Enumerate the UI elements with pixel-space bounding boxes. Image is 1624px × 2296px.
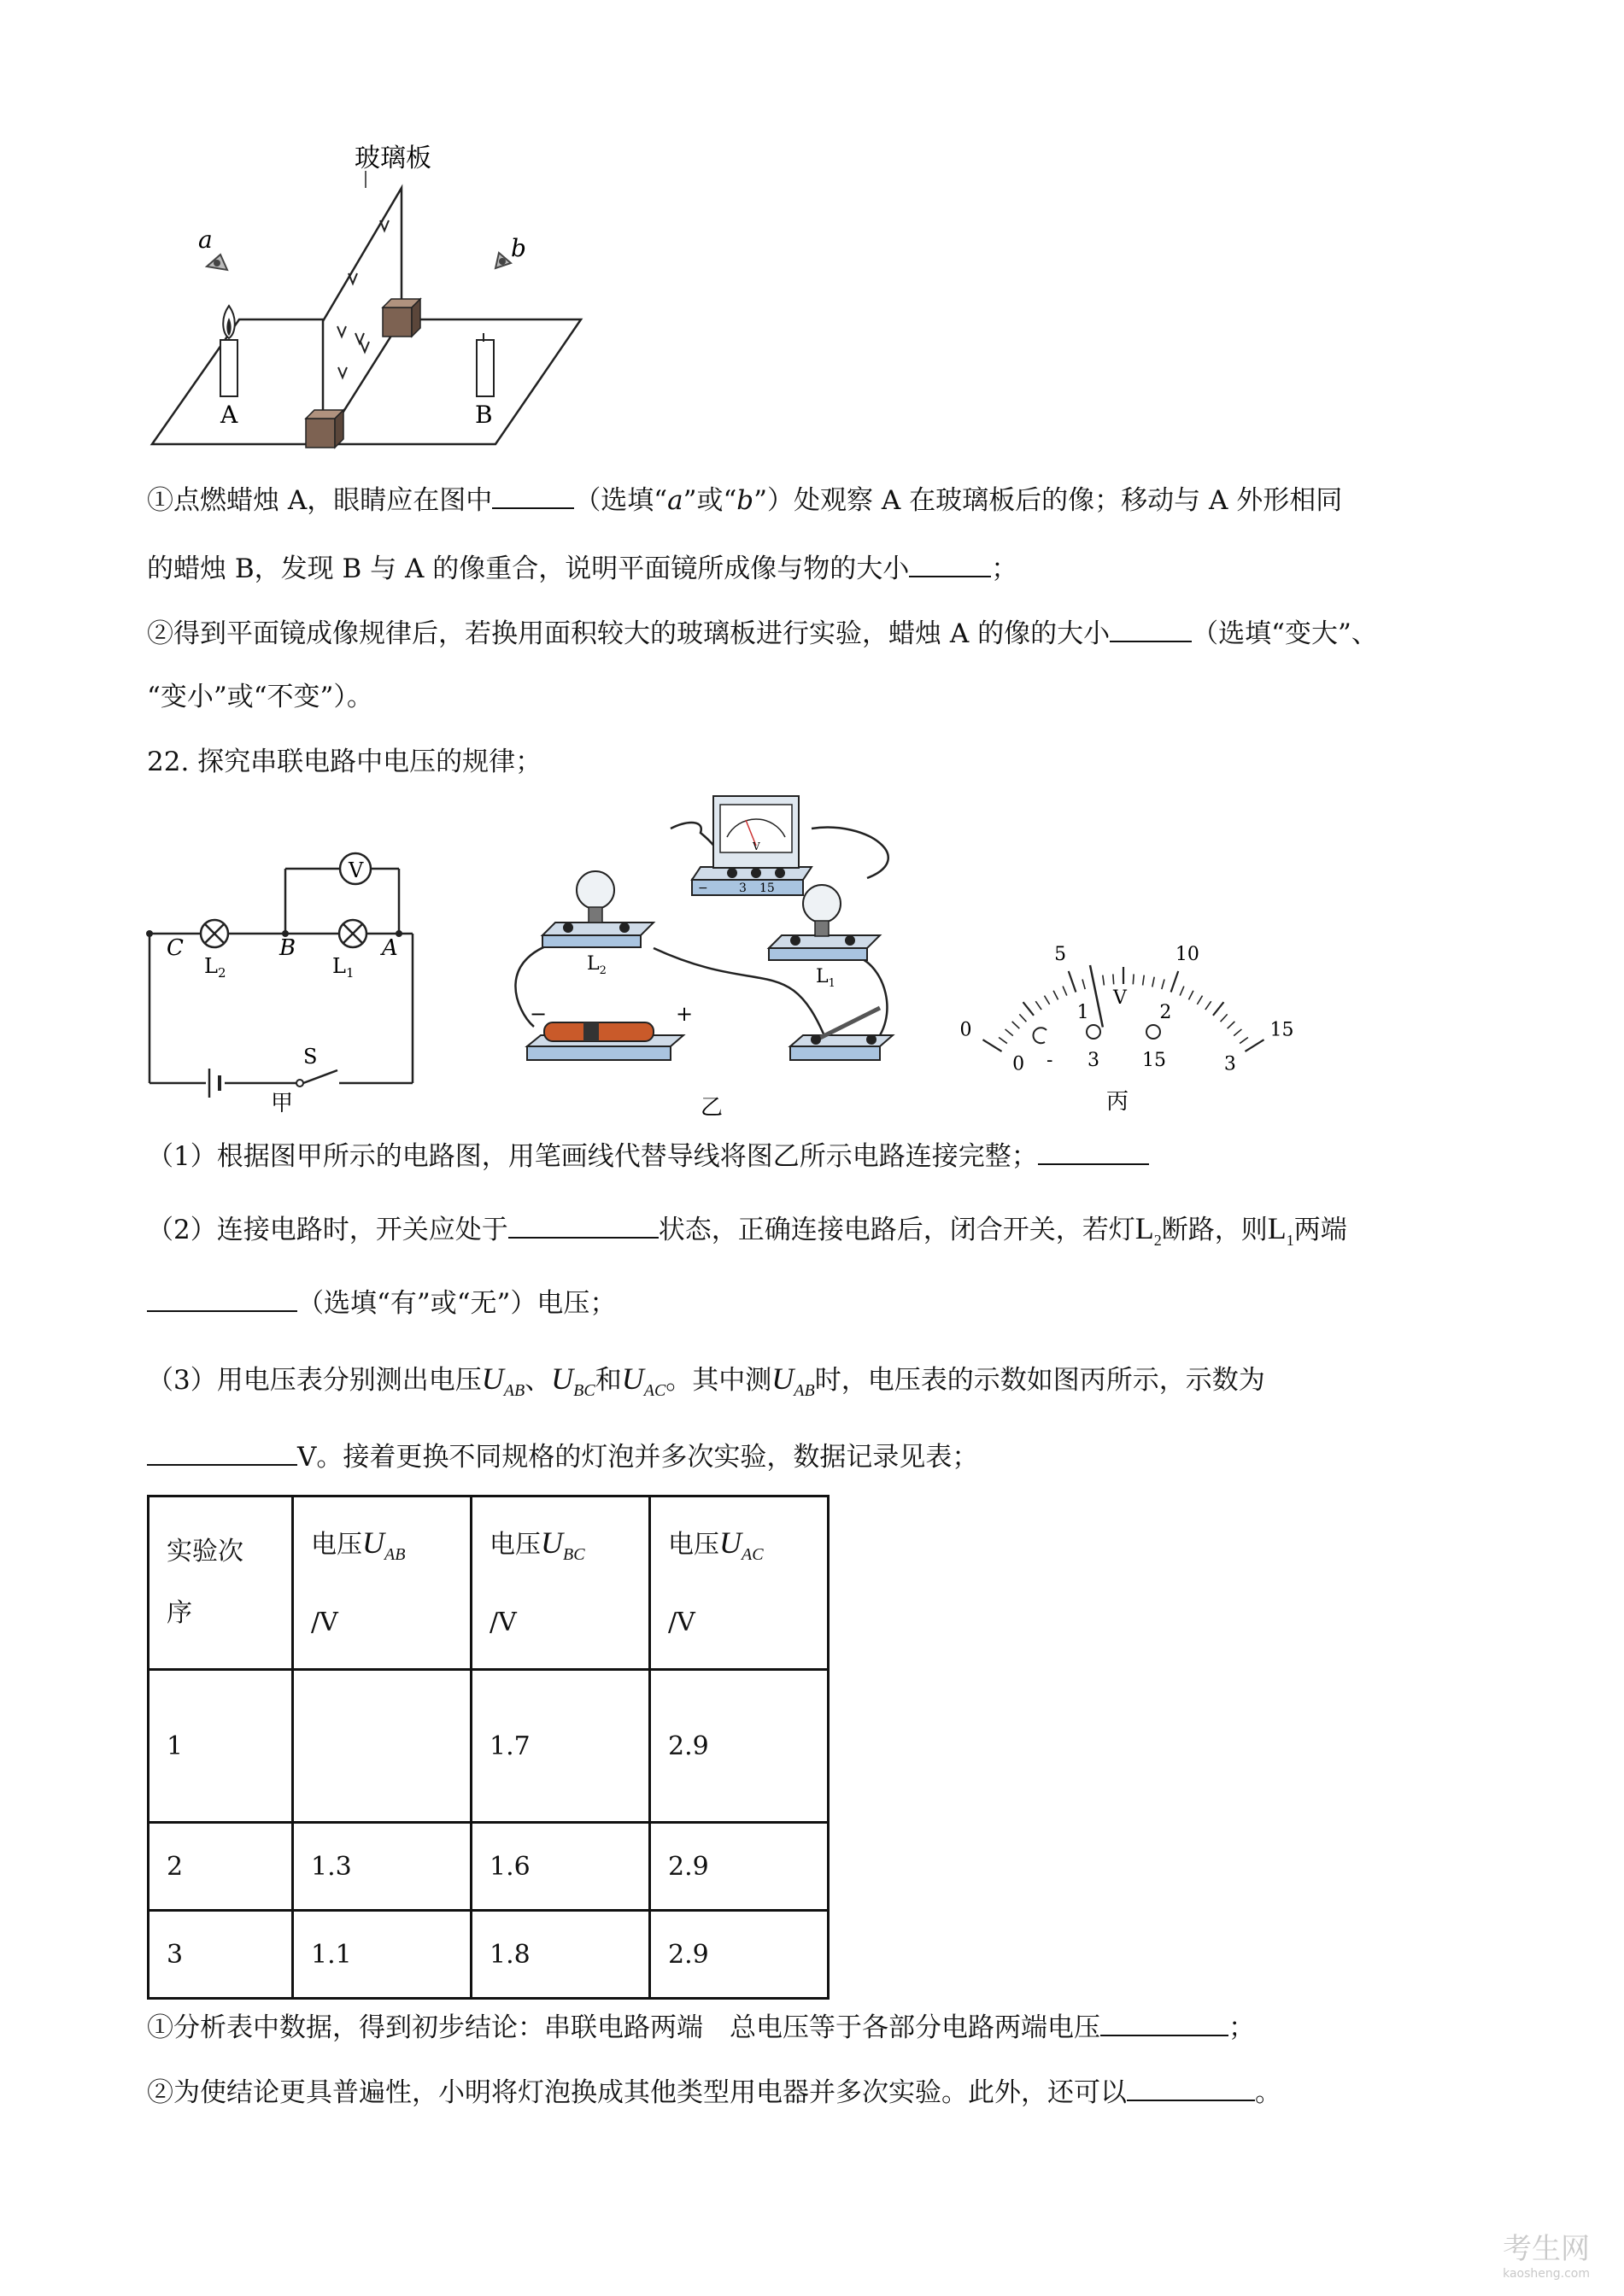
eye-b-label: b: [511, 234, 526, 262]
dial-tick: [1240, 1038, 1248, 1044]
ab-sub: AB: [503, 1381, 525, 1401]
u-ab-2: [771, 1362, 815, 1401]
answer-blank-eye-position[interactable]: [492, 482, 574, 509]
table-row: [149, 1911, 829, 1999]
bc-sub: BC: [573, 1381, 595, 1401]
eye-a-label: a: [198, 226, 213, 254]
cell: 1.8: [472, 1911, 650, 1999]
u-letter: U: [541, 1525, 563, 1560]
dial-tick: [1228, 1022, 1235, 1028]
dial-tick: [1044, 996, 1049, 1004]
l1-sub: 1: [1286, 1232, 1294, 1250]
dial-tick: [1035, 1001, 1041, 1010]
candle-b: [477, 333, 494, 396]
dial-needle: [1090, 965, 1103, 1027]
dial-tick: [1019, 1014, 1026, 1022]
dial-tick: [1205, 1001, 1211, 1010]
cell: 3: [149, 1911, 293, 1999]
ac-sub: AC: [742, 1545, 764, 1565]
u-ab: [481, 1362, 525, 1401]
q22-p4d: 。其中测: [665, 1365, 772, 1396]
cell: 2.9: [650, 1823, 829, 1911]
ac-sub: AC: [643, 1381, 666, 1401]
header-prefix: 电压: [668, 1529, 719, 1560]
q22-p4c: 和: [595, 1365, 622, 1396]
terminal-3-label: 3: [1088, 1050, 1099, 1071]
dial-outer-label: 10: [1175, 944, 1199, 966]
mirror-experiment-figure: [137, 128, 615, 453]
q22-p3: [147, 1285, 616, 1321]
q21-line1c: ”或“: [683, 485, 737, 516]
dial-tick: [1234, 1029, 1241, 1036]
lamp-l1-device: [769, 885, 880, 960]
terminal-minus-label: -: [1047, 1050, 1053, 1071]
glass-label: 玻璃板: [355, 144, 431, 173]
cell: 1.1: [293, 1911, 472, 1999]
node-b-label: B: [279, 935, 296, 961]
watermark: [1503, 2225, 1590, 2281]
dial-tick: [1245, 1040, 1263, 1051]
lamp-l2-label: $L_2$: [204, 954, 226, 981]
voltmeter-dial-bing: [953, 871, 1294, 1128]
q22-c1-text: ①分析表中数据，得到初步结论：串联电路两端 总电压等于各部分电路两端电压: [147, 2012, 1100, 2043]
dial-tick: [1197, 996, 1202, 1004]
switch-label: S: [303, 1045, 318, 1069]
lamp-l1-label: $L_1$: [332, 954, 355, 981]
u-letter: U: [771, 1362, 794, 1396]
dial-tick: [1012, 1022, 1020, 1028]
q21-line3-end: （选填“变大”、: [1192, 618, 1378, 649]
answer-blank-image-size[interactable]: [1110, 615, 1192, 642]
block-top: [383, 299, 420, 337]
header-uac: [650, 1496, 829, 1670]
dial-tick: [1143, 975, 1145, 986]
candle-b-label: B: [475, 401, 493, 429]
answer-blank-switch-state[interactable]: [508, 1211, 659, 1239]
yi-l1-label: $L_1$: [816, 966, 835, 990]
dial-inner-label: 2: [1159, 1002, 1172, 1024]
header-uac-symbol: [719, 1525, 764, 1565]
fig-yi-caption: 乙: [701, 1095, 724, 1121]
dial-inner-label: 0: [1012, 1053, 1025, 1075]
dial-tick: [1082, 980, 1085, 990]
cell-empty[interactable]: [293, 1670, 472, 1823]
terminal-3: 3: [739, 882, 747, 895]
q21-line4: [147, 680, 373, 714]
q22-p4e: 时，电压表的示数如图丙所示，示数为: [814, 1365, 1265, 1396]
dial-unit: V: [1113, 987, 1127, 1009]
q21-line1: [147, 482, 1342, 518]
answer-blank-size-relation[interactable]: [909, 550, 991, 577]
answer-blank-reading[interactable]: [147, 1438, 297, 1466]
header-trial: [149, 1496, 293, 1670]
block-bottom: [306, 410, 343, 448]
dial-tick: [1005, 1029, 1013, 1036]
q22-p2: [147, 1211, 1347, 1257]
physical-circuit-yi: [508, 786, 944, 1128]
dial-outer-label: 0: [959, 1019, 972, 1041]
q22-p2a: （2）连接电路时，开关应处于: [147, 1215, 508, 1245]
q22-c2-text: ②为使结论更具普遍性，小明将灯泡换成其他类型用电器并多次实验。此外，还可以: [147, 2077, 1127, 2108]
cell: 1.3: [293, 1823, 472, 1911]
q22-p4: [147, 1362, 1265, 1408]
dial-tick: [1213, 1002, 1223, 1016]
header-uab: [293, 1496, 472, 1670]
q21-line2-text: 的蜡烛 B，发现 B 与 A 的像重合，说明平面镜所成像与物的大小: [147, 554, 910, 584]
header-unit: /V: [490, 1608, 517, 1638]
q22-p2c: 断路，则: [1161, 1215, 1268, 1245]
dial-tick: [1063, 987, 1067, 996]
cell: 1: [149, 1670, 293, 1823]
voltmeter-device: [692, 796, 812, 895]
q22-c2: [147, 2074, 1281, 2110]
dial-tick: [1180, 987, 1184, 996]
q22-p4b: 、: [525, 1365, 552, 1396]
header-prefix: 电压: [490, 1529, 541, 1560]
q21-line4-text: “变小”或“不变”）。: [147, 682, 373, 712]
terminal-15-label: 15: [1142, 1050, 1166, 1071]
q22-title: [147, 745, 542, 779]
option-b: b: [736, 485, 754, 516]
q22-p2b: 状态，正确连接电路后，闭合开关，若灯: [658, 1215, 1135, 1245]
l2-letter: L: [1134, 1211, 1154, 1245]
watermark-brand: 考生网: [1503, 2232, 1590, 2266]
u-letter: U: [621, 1362, 644, 1396]
dial-labels: [960, 944, 1294, 1075]
q21-line1-text: ①点燃蜡烛 A，眼睛应在图中: [147, 485, 493, 516]
dial-tick: [1188, 991, 1193, 1000]
knife-switch: [790, 1008, 893, 1060]
candle-a-label: A: [220, 401, 238, 429]
q22-p5-text: V。接着更换不同规格的灯泡并多次实验，数据记录见表；: [297, 1442, 979, 1473]
q21-line2-end: ；: [991, 554, 1018, 584]
voltage-data-table: [147, 1495, 830, 2000]
q21-line1d: ”）处观察 A 在玻璃板后的像；移动与 A 外形相同: [753, 485, 1343, 516]
u-letter: U: [551, 1362, 574, 1396]
ab-sub: AB: [794, 1381, 815, 1401]
answer-blank-has-voltage[interactable]: [147, 1285, 297, 1312]
dial-tick: [1069, 971, 1076, 993]
u-letter: U: [481, 1362, 504, 1396]
cell: 1.7: [472, 1670, 650, 1823]
q22-p5: [147, 1438, 978, 1474]
dial-outer-label: 15: [1269, 1019, 1294, 1041]
l1-letter: L: [1267, 1211, 1287, 1245]
dial-terminals: [1033, 1025, 1160, 1043]
terminal-minus: −: [698, 882, 708, 895]
dial-tick: [1053, 991, 1058, 1000]
bc-sub: BC: [563, 1545, 585, 1565]
ab-sub: AB: [384, 1545, 406, 1565]
dial-inner-label: 3: [1223, 1053, 1236, 1075]
watermark-url: kaosheng.com: [1503, 2267, 1590, 2281]
q22-p1: [147, 1138, 1149, 1174]
header-uab-symbol: [362, 1525, 406, 1565]
dial-tick: [1133, 974, 1134, 984]
q21-line1b: （选填“: [574, 485, 668, 516]
lamp-l1-symbol: [1267, 1211, 1294, 1250]
cell: 2.9: [650, 1670, 829, 1823]
candle-a: [220, 306, 237, 396]
u-bc: [551, 1362, 595, 1401]
answer-blank-conclusion[interactable]: [1100, 2009, 1228, 2036]
q22-p1-text: （1）根据图甲所示的电路图，用笔画线代替导线将图乙所示电路连接完整；: [147, 1141, 1038, 1172]
dial-inner-label: 1: [1076, 1002, 1089, 1024]
q21-line3-text: ②得到平面镜成像规律后，若换用面积较大的玻璃板进行实验，蜡烛 A 的像的大小: [147, 618, 1111, 649]
q22-p2d: 两端: [1293, 1215, 1347, 1245]
cell: 1.6: [472, 1823, 650, 1911]
q22-p4a: （3）用电压表分别测出电压: [147, 1365, 482, 1396]
dial-tick: [1221, 1014, 1228, 1022]
terminal-15: 15: [759, 882, 775, 895]
dial-v-label: V: [753, 840, 760, 852]
q22-c1-end: ；: [1228, 2012, 1255, 2043]
dial-tick: [1162, 980, 1164, 990]
answer-blank-improvement[interactable]: [1127, 2074, 1255, 2101]
dial-tick: [1113, 974, 1114, 984]
answer-blank-connect[interactable]: [1038, 1138, 1149, 1165]
dial-tick: [1152, 977, 1154, 987]
dial-tick: [1171, 971, 1179, 993]
l2-sub: 2: [1153, 1232, 1162, 1250]
q22-c1: [147, 2009, 1255, 2045]
table-row: [149, 1823, 829, 1911]
q22-title-text: 22. 探究串联电路中电压的规律；: [147, 747, 542, 777]
header-unit: /V: [311, 1608, 338, 1638]
node-a-label: A: [382, 935, 398, 961]
q22-c2-end: 。: [1255, 2077, 1281, 2108]
q21-line3: [147, 615, 1378, 651]
header-unit: /V: [668, 1608, 695, 1638]
voltmeter-label: V: [349, 858, 364, 882]
dial-tick: [982, 1040, 1001, 1051]
battery-plus: +: [676, 1002, 694, 1026]
circuit-diagram-jia: [141, 833, 431, 1115]
u-ac: [621, 1362, 666, 1401]
dial-tick: [1103, 975, 1105, 986]
eye-a-icon: [207, 255, 227, 270]
table-row: [149, 1670, 829, 1823]
node-c-label: C: [167, 935, 184, 961]
cell: 2: [149, 1823, 293, 1911]
battery-holder: [527, 1022, 683, 1060]
header-trial-line2: 序: [167, 1598, 192, 1628]
dial-outer-label: 5: [1054, 944, 1067, 966]
option-a: a: [667, 485, 683, 516]
fig-jia-caption: 甲: [271, 1091, 294, 1115]
yi-l2-label: $L_2$: [587, 953, 607, 977]
u-letter: U: [362, 1525, 384, 1560]
header-prefix: 电压: [311, 1529, 362, 1560]
dial-tick: [999, 1038, 1007, 1044]
u-letter: U: [719, 1525, 742, 1560]
fig-bing-caption: 丙: [1106, 1089, 1129, 1115]
lamp-l2-symbol: [1134, 1211, 1162, 1250]
cell: 2.9: [650, 1911, 829, 1999]
q21-line2: [147, 550, 1017, 586]
table-header-row: [149, 1496, 829, 1670]
eye-b-icon: [495, 253, 511, 268]
dial-tick: [1023, 1002, 1034, 1016]
header-trial-line1: 实验次: [167, 1537, 243, 1567]
battery-minus: −: [530, 1002, 548, 1026]
q22-p3-text: （选填“有”或“无”）电压；: [297, 1288, 617, 1319]
dial-scale: [982, 967, 1263, 1051]
header-ubc: [472, 1496, 650, 1670]
header-ubc-symbol: [541, 1525, 585, 1565]
lamp-l2-device: [542, 871, 654, 947]
